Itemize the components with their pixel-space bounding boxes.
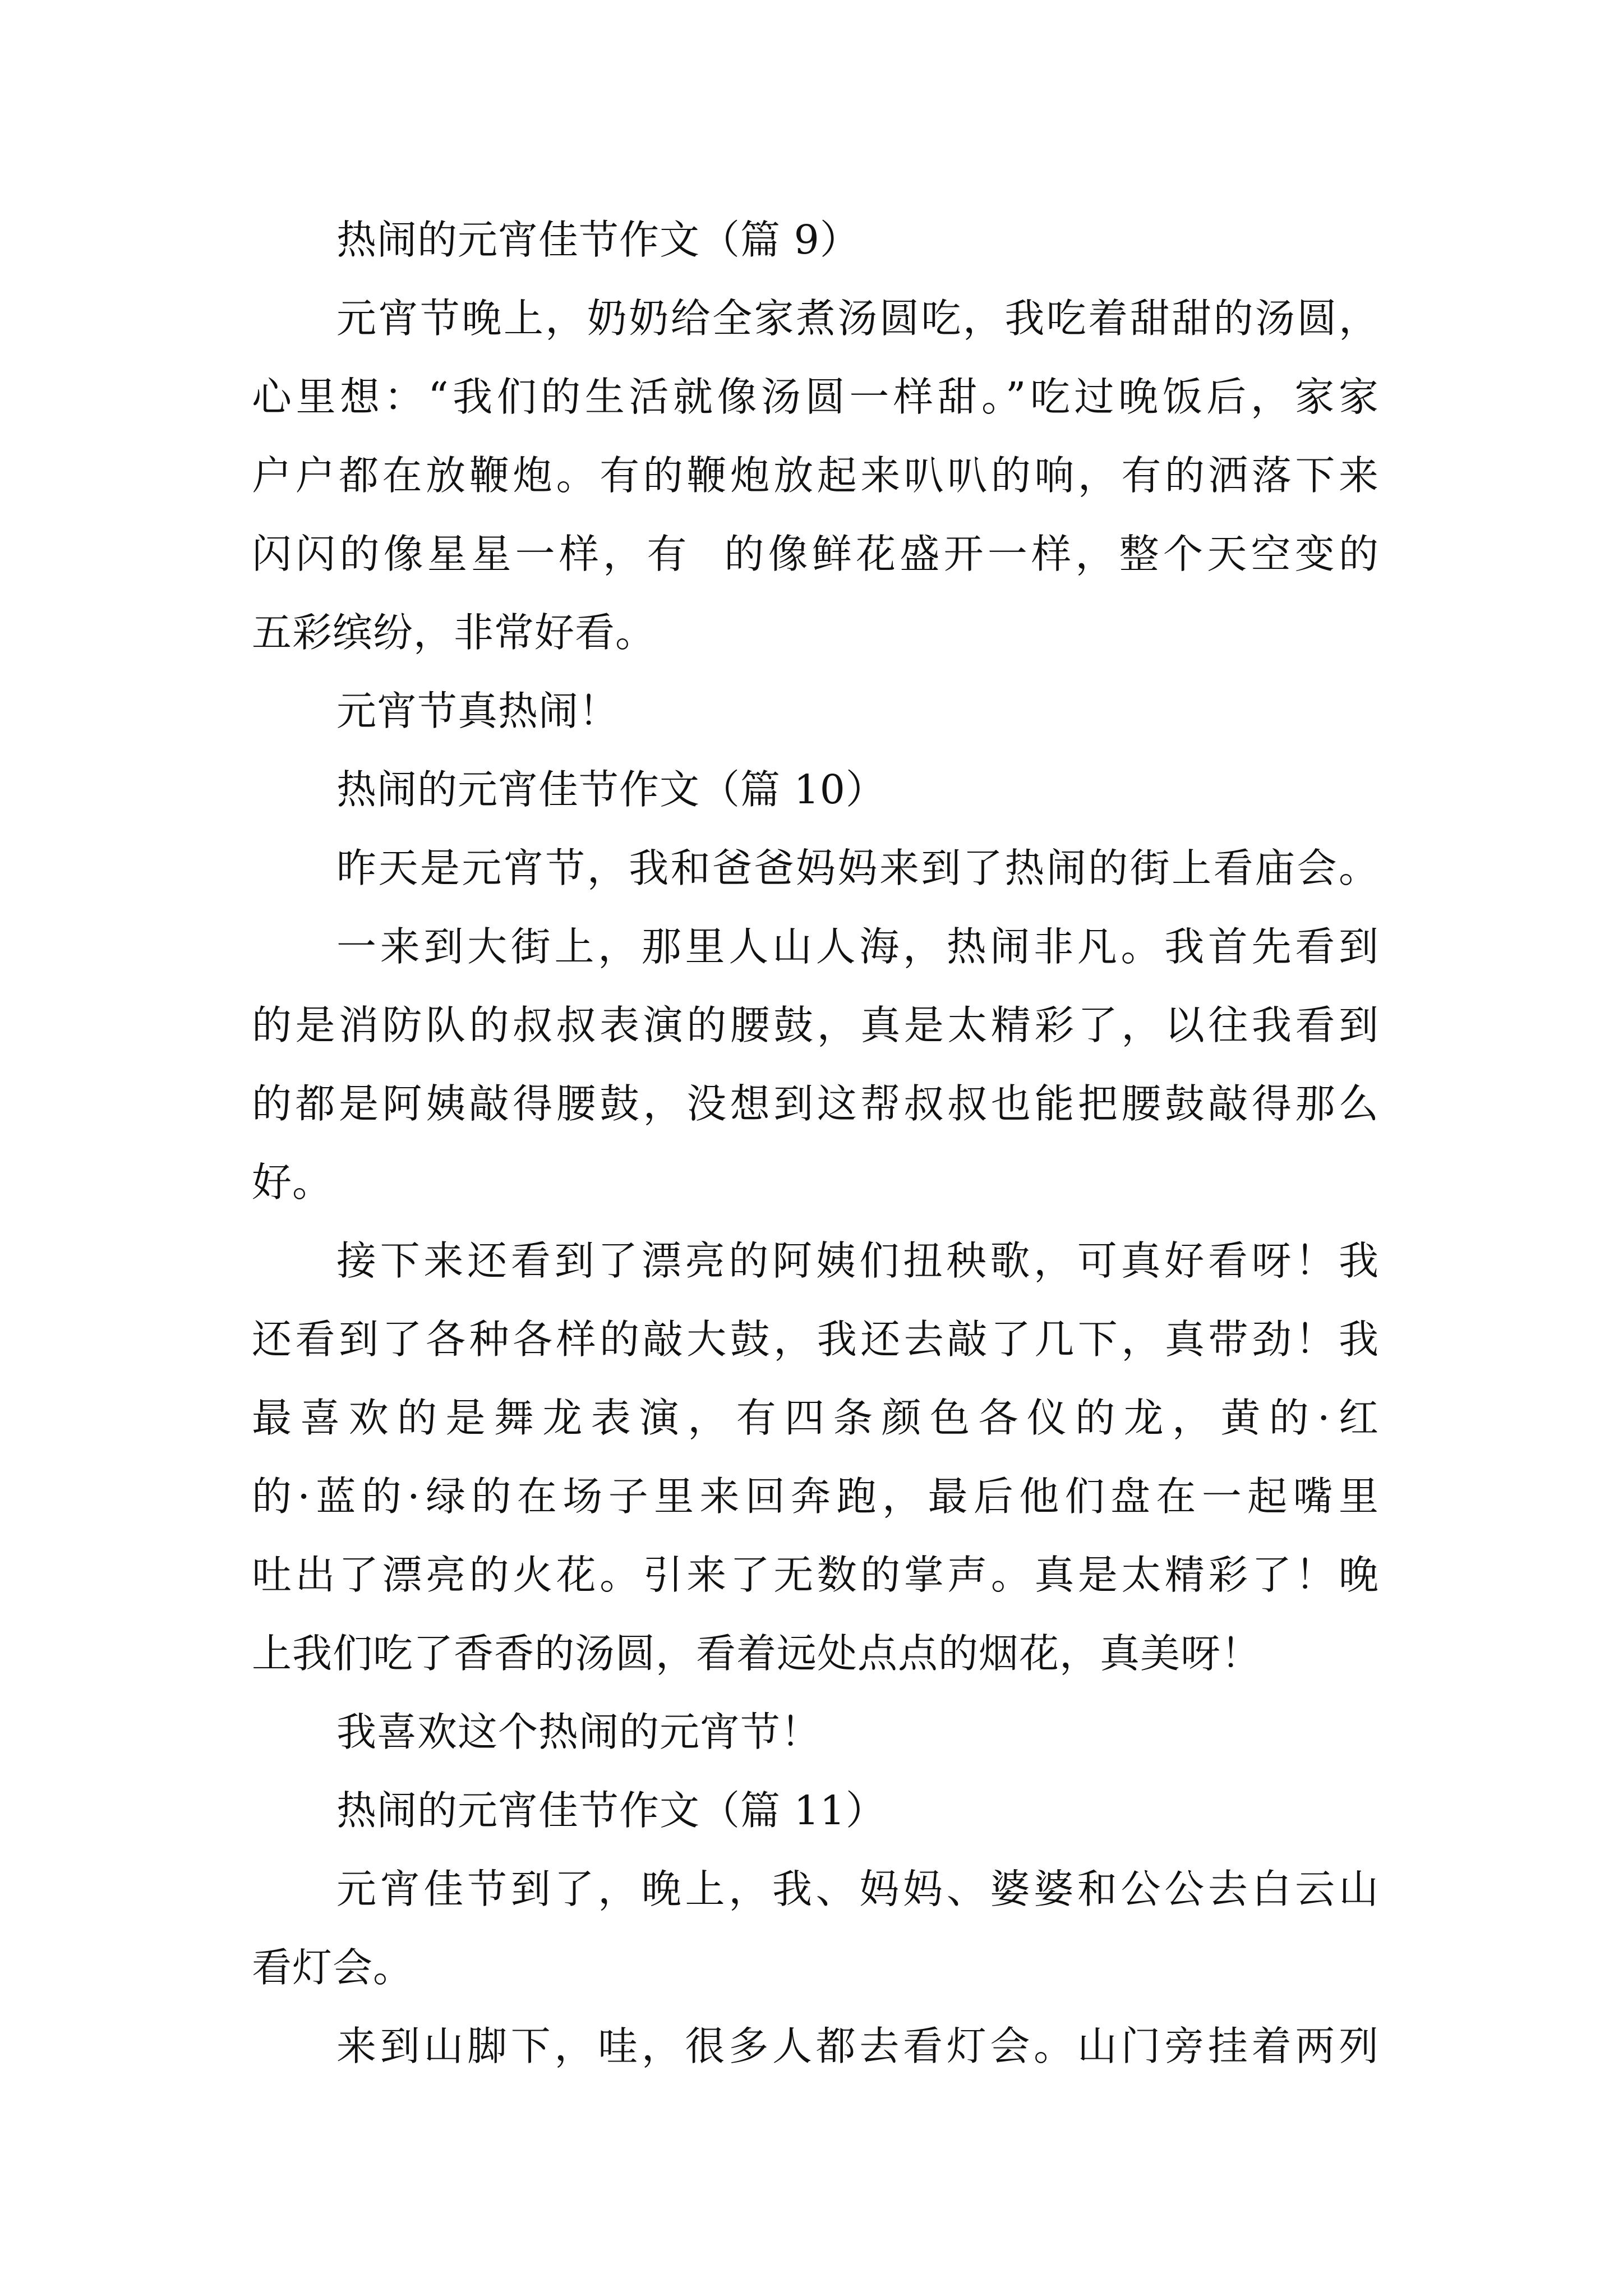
paragraph-line: 元宵节真热闹！ [336, 688, 620, 734]
section-heading-10: 热闹的元宵佳节作文（篇 10） [336, 766, 886, 813]
paragraph-line: 元宵佳节到了，晚上，我、妈妈、婆婆和公公去白云山 [336, 1866, 1379, 1912]
paragraph-line: 最喜欢的是舞龙表演，有四条颜色各仪的龙，黄的·红 [252, 1395, 1379, 1441]
paragraph-line: 的·蓝的·绿的在场子里来回奔跑，最后他们盘在一起嘴里 [252, 1473, 1379, 1520]
paragraph-line: 心里想：“我们的生活就像汤圆一样甜。”吃过晚饭后，家家 [252, 374, 1379, 420]
paragraph-line: 元宵节晚上，奶奶给全家煮汤圆吃，我吃着甜甜的汤圆， [336, 295, 1379, 342]
paragraph-line: 还看到了各种各样的敲大鼓，我还去敲了几下，真带劲！我 [252, 1316, 1379, 1363]
paragraph-line: 昨天是元宵节，我和爸爸妈妈来到了热闹的街上看庙会。 [336, 845, 1379, 891]
paragraph-line: 的是消防队的叔叔表演的腰鼓，真是太精彩了，以往我看到 [252, 1002, 1379, 1048]
paragraph-line: 上我们吃了香香的汤圆，看着远处点点的烟花，真美呀！ [252, 1630, 1262, 1677]
paragraph-line: 一来到大街上，那里人山人海，热闹非凡。我首先看到 [336, 923, 1379, 970]
paragraph-line: 户户都在放鞭炮。有的鞭炮放起来叭叭的响，有的洒落下来 [252, 452, 1379, 499]
paragraph-line: 我喜欢这个热闹的元宵节！ [336, 1709, 822, 1755]
paragraph-line: 好。 [252, 1159, 333, 1205]
paragraph-line: 吐出了漂亮的火花。引来了无数的掌声。真是太精彩了！晚 [252, 1552, 1379, 1598]
section-heading-9: 热闹的元宵佳节作文（篇 9） [336, 217, 860, 263]
paragraph-line: 闪闪的像星星一样，有 的像鲜花盛开一样，整个天空变的 [252, 531, 1379, 577]
paragraph-line: 看灯会。 [252, 1944, 414, 1991]
section-heading-11: 热闹的元宵佳节作文（篇 11） [336, 1787, 886, 1834]
paragraph-line: 五彩缤纷，非常好看。 [252, 609, 656, 656]
paragraph-line: 接下来还看到了漂亮的阿姨们扭秧歌，可真好看呀！我 [336, 1237, 1379, 1284]
paragraph-line: 来到山脚下，哇，很多人都去看灯会。山门旁挂着两列 [336, 2023, 1379, 2069]
paragraph-line: 的都是阿姨敲得腰鼓，没想到这帮叔叔也能把腰鼓敲得那么 [252, 1080, 1379, 1127]
